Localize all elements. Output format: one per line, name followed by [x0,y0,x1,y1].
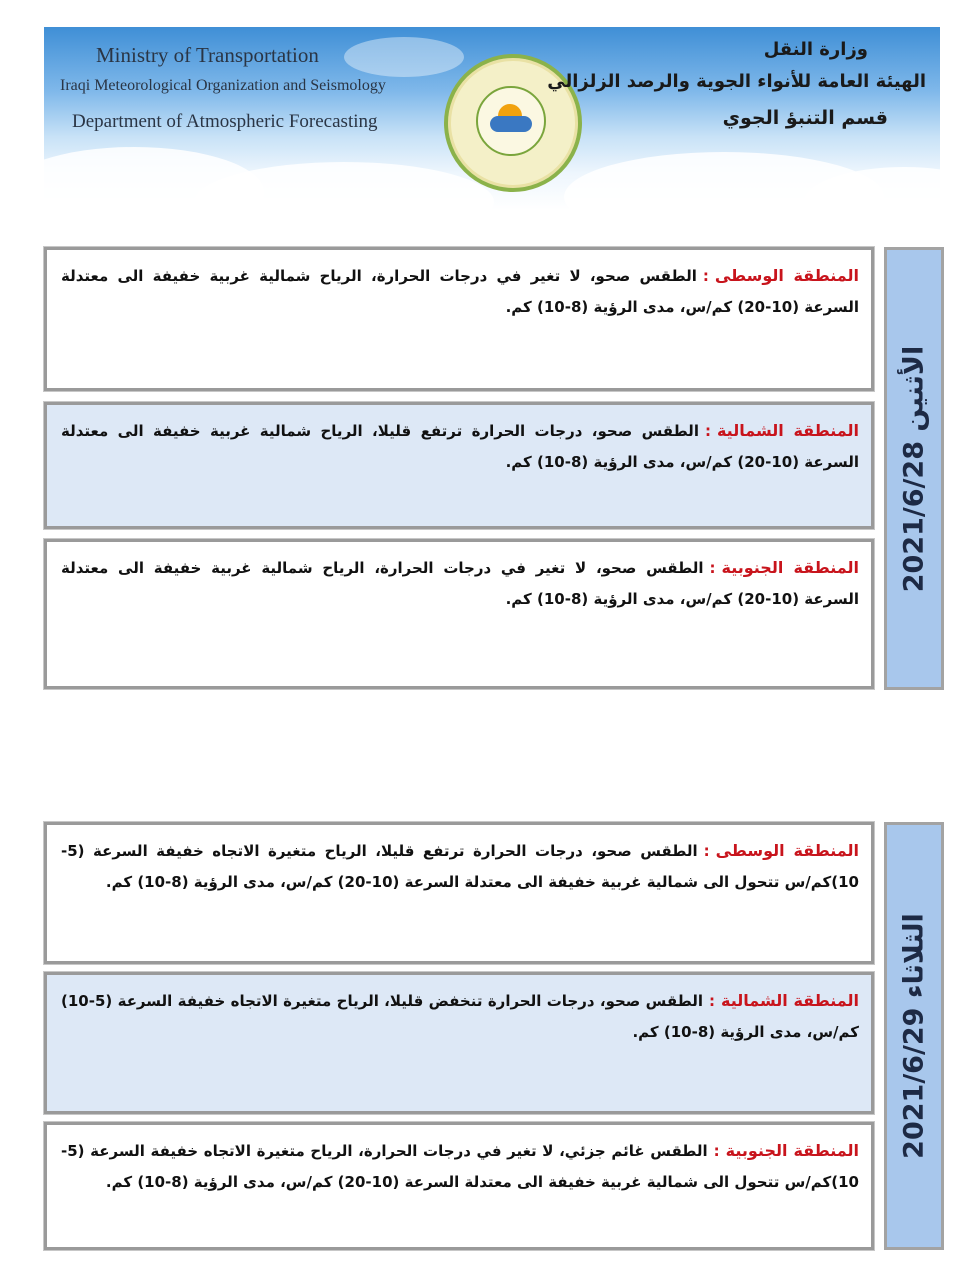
region-name: المنطقة الجنوبية [725,1141,860,1160]
date-band [884,247,944,690]
ministry-ar: وزارة النقل [763,39,868,60]
region-north: المنطقة الشمالية:الطقس صحو، درجات الحرارة ترتفع قليلا، الرياح شمالية غربية خفيفة الى معتدلة السرعة (10-20) كم/س، مدى الرؤية (8-10) كم. [44,402,874,529]
region-south: المنطقة الجنوبية:الطقس صحو، لا تغير في درجات الحرارة، الرياح شمالية غربية خفيفة الى معتدلة السرعة (10-20) كم/س، مدى الرؤية (8-10) كم. [44,539,874,689]
forecast-day-1 [44,247,944,690]
region-name: المنطقة الوسطى [715,841,859,860]
region-forecast-text: الطقس صحو، لا تغير في درجات الحرارة، الرياح شمالية غربية خفيفة الى معتدلة السرعة (10-20) كم/س، مدى الرؤية (8-10) كم. [61,267,859,316]
region-north: المنطقة الشمالية:الطقس صحو، درجات الحرارة تنخفض قليلا، الرياح متغيرة الاتجاه خفيفة السرعة (5-10) كم/س، مدى الرؤية (8-10) كم. [44,972,874,1114]
region-forecast-text: الطقس صحو، درجات الحرارة ترتفع قليلا، الرياح شمالية غربية خفيفة الى معتدلة السرعة (10-20) كم/س، مدى الرؤية (8-10) كم. [61,422,859,471]
region-name: المنطقة الجنوبية [721,558,859,577]
date-band [884,822,944,1250]
region-name: المنطقة الوسطى [714,266,860,285]
department-en: Department of Atmospheric Forecasting [72,111,378,132]
region-central: المنطقة الوسطى:الطقس صحو، لا تغير في درجات الحرارة، الرياح شمالية غربية خفيفة الى معتدلة السرعة (10-20) كم/س، مدى الرؤية (8-10) كم. [44,247,874,391]
region-forecast-text: الطقس صحو، درجات الحرارة تنخفض قليلا، الرياح متغيرة الاتجاه خفيفة السرعة (5-10) كم/س، مدى الرؤية (8-10) كم. [61,992,859,1041]
region-name: المنطقة الشمالية [721,991,859,1010]
region-forecast-text: الطقس صحو، درجات الحرارة ترتفع قليلا، الرياح متغيرة الاتجاه خفيفة السرعة (5-10)كم/س تتحول الى شمالية غربية خفيفة الى معتدلة السرعة (10-20) كم/س، مدى الرؤية (8-10) كم. [61,842,859,891]
forecast-day-2 [44,822,944,1250]
organization-ar: الهيئة العامة للأنواء الجوية والرصد الزلزالي [547,71,926,92]
region-name: المنطقة الشمالية [716,421,860,440]
organization-en: Iraqi Meteorological Organization and Seismology [60,77,386,94]
region-central: المنطقة الوسطى:الطقس صحو، درجات الحرارة ترتفع قليلا، الرياح متغيرة الاتجاه خفيفة السرعة (5-10)كم/س تتحول الى شمالية غربية خفيفة الى معتدلة السرعة (10-20) كم/س، مدى الرؤية (8-10) كم. [44,822,874,964]
ministry-en: Ministry of Transportation [96,43,319,67]
region-south: المنطقة الجنوبية:الطقس غائم جزئي، لا تغير في درجات الحرارة، الرياح متغيرة الاتجاه خفيفة السرعة (5-10)كم/س تتحول الى شمالية غربية خفيفة الى معتدلة السرعة (10-20) كم/س، مدى الرؤية (8-10) كم. [44,1122,874,1250]
region-forecast-text: الطقس غائم جزئي، لا تغير في درجات الحرارة، الرياح متغيرة الاتجاه خفيفة السرعة (5-10)كم/س تتحول الى شمالية غربية خفيفة الى معتدلة السرعة (10-20) كم/س، مدى الرؤية (8-10) كم. [61,1142,859,1191]
region-forecast-text: الطقس صحو، لا تغير في درجات الحرارة، الرياح شمالية غربية خفيفة الى معتدلة السرعة (10-20) كم/س، مدى الرؤية (8-10) كم. [61,559,859,608]
header-banner [44,27,940,210]
department-ar: قسم التنبؤ الجوي [722,107,888,129]
forecast-date: الأثنين 2021/6/28 [898,345,930,592]
forecast-date: الثلاثاء 2021/6/29 [898,913,930,1159]
